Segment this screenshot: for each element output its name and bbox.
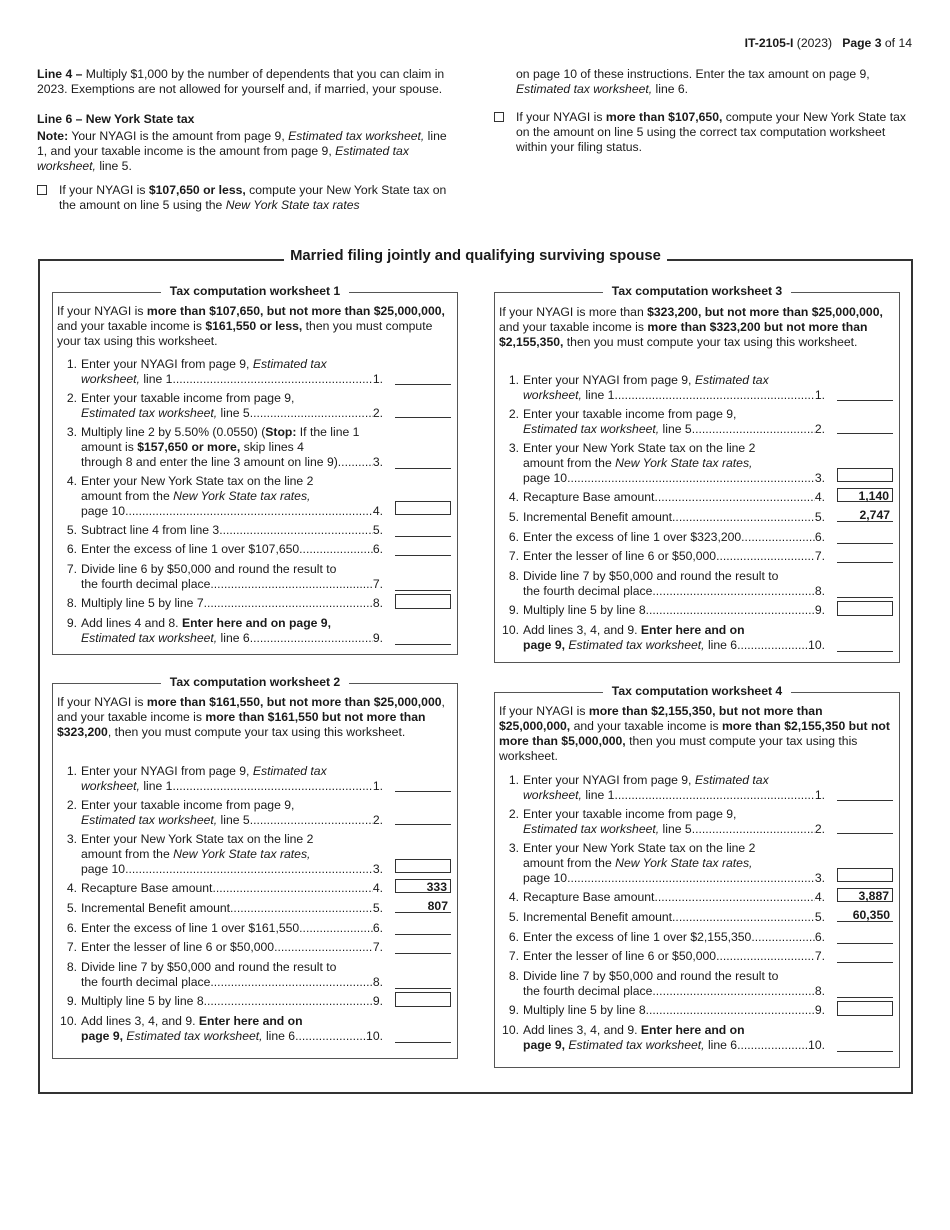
line-text: Enter your taxable income from page 9, Estimated tax worksheet, line 5 ..... 2.: [523, 407, 825, 437]
l2a: Enter your taxable income from page 9,: [81, 798, 295, 812]
l6: Enter the excess of line 1 over $161,550: [81, 921, 300, 935]
form-year: (2023): [796, 36, 833, 50]
worksheet-1: [52, 284, 458, 655]
l10c: page 9,: [523, 638, 565, 652]
line-8-amount-field[interactable]: [395, 975, 451, 989]
l4: Recapture Base amount: [81, 881, 213, 895]
l3d: page 10: [523, 871, 568, 885]
l1b: Estimated tax: [694, 773, 769, 787]
l1a: Enter your NYAGI from page 9,: [523, 773, 692, 787]
worksheet-intro: [53, 695, 457, 740]
line-3-amount-field[interactable]: [837, 868, 893, 882]
line-number: 2.: [508, 807, 519, 821]
line-number: 7.: [66, 940, 77, 954]
line-text: Enter your taxable income from page 9, Estimated tax worksheet, line 5 ..... 2.: [523, 807, 825, 837]
line-number: 1.: [66, 764, 77, 778]
l5: Incremental Benefit amount: [523, 910, 673, 924]
worksheet-3: [494, 284, 900, 663]
form-id: IT-2105-I: [744, 36, 794, 50]
i3: , and your taxable income is: [57, 695, 445, 724]
line-text: Add lines 3, 4, and 9. Enter here and on page 9, Estimated tax worksheet, line 6 ..... 10.: [523, 623, 825, 653]
worksheet-4: [494, 684, 900, 1068]
i2: more than $2,155,350, but not more than $25,000,000,: [499, 704, 823, 733]
l3c: New York State tax rates,: [173, 847, 311, 861]
line-number: 5.: [66, 901, 77, 915]
worksheet-title-text: Tax computation worksheet 2: [161, 675, 349, 689]
line-8-amount-field[interactable]: [837, 984, 893, 998]
l1c: worksheet,: [523, 388, 582, 402]
i4: more than $2,155,350 but not more than $5,000,000,: [499, 719, 890, 748]
line-3-amount-field[interactable]: [837, 468, 893, 482]
checkbox-text: [59, 183, 447, 213]
i4: more than $161,550 but not more than $323,200: [57, 710, 426, 739]
l2a: Enter your taxable income from page 9,: [523, 407, 737, 421]
l3f: through 8 and enter the line 3 amount on line 9): [81, 455, 338, 469]
recapture-base-amount: 333: [395, 879, 451, 893]
frame-title: [40, 249, 911, 264]
line-10-amount-field[interactable]: [837, 638, 893, 652]
l3a: Multiply line 2 by 5.50% (0.0550) (: [81, 425, 266, 439]
l3c: New York State tax rates,: [615, 856, 753, 870]
l8b: the fourth decimal place: [81, 975, 211, 989]
line6-title-text: Line 6 – New York State tax: [37, 112, 195, 126]
line-number: 3.: [66, 425, 77, 439]
line-number: 6.: [66, 921, 77, 935]
line-number: 4.: [66, 474, 77, 488]
l10d: Estimated tax worksheet,: [568, 638, 705, 652]
line6-title: [37, 112, 447, 127]
l6: Enter the excess of line 1 over $2,155,350: [523, 930, 752, 944]
line-text: Divide line 7 by $50,000 and round the result to the fourth decimal place ..... 8.: [523, 969, 825, 999]
line-2-amount-field[interactable]: [837, 820, 893, 834]
line-text: Add lines 3, 4, and 9. Enter here and on page 9, Estimated tax worksheet, line 6 ..... 10.: [523, 1023, 825, 1053]
line-number: 2.: [66, 391, 77, 405]
note-d: Estimated tax worksheet,: [37, 144, 409, 173]
l2c: line 5: [220, 406, 250, 420]
i4: $161,550 or less,: [205, 319, 303, 333]
l1d: line 1: [585, 388, 615, 402]
frame-title-text: Married filing jointly and qualifying surviving spouse: [284, 248, 667, 264]
line-number: 9.: [66, 616, 77, 630]
l7a: Divide line 6 by $50,000 and round the result to: [81, 562, 337, 576]
line-number: 3.: [508, 441, 519, 455]
l2c: line 5: [662, 422, 692, 436]
note-e: line 5.: [99, 159, 132, 173]
worksheet-intro: [53, 304, 457, 349]
line-number: 1.: [508, 773, 519, 787]
worksheet-title: [53, 284, 457, 299]
l10a: Add lines 3, 4, and 9.: [523, 1023, 638, 1037]
chk2-a: If your NYAGI is: [516, 110, 603, 124]
l3b: amount from the: [523, 856, 612, 870]
i1: If your NYAGI is: [57, 695, 144, 709]
line-number: 8.: [66, 960, 77, 974]
line-10-amount-field[interactable]: [837, 1038, 893, 1052]
l3c: New York State tax rates,: [615, 456, 753, 470]
line-number: 5.: [508, 910, 519, 924]
worksheet-title: [53, 675, 457, 690]
l4: Recapture Base amount: [523, 490, 655, 504]
line-text: Enter your New York State tax on the line 2 amount from the New York State tax rates, page 10 ..... 3.: [81, 832, 383, 877]
line-text: Enter your taxable income from page 9, Estimated tax worksheet, line 5 ..... 2.: [81, 391, 383, 421]
line-text: Enter the excess of line 1 over $2,155,350 ..... 6.: [523, 930, 825, 945]
note-c: line 1, and your taxable income is the amount from page 9,: [37, 129, 447, 158]
l9c: Estimated tax worksheet,: [81, 631, 218, 645]
worksheet-2: [52, 675, 458, 1059]
line-text: Enter the excess of line 1 over $107,650 ..... 6.: [81, 542, 383, 557]
line-text: Enter your New York State tax on the line 2 amount from the New York State tax rates, page 10 ..... 4.: [81, 474, 383, 519]
line-text: Subtract line 4 from line 3 ..... 5.: [81, 523, 383, 538]
line-number: 4.: [66, 881, 77, 895]
line-number: 6.: [508, 530, 519, 544]
line-text: Enter the lesser of line 6 or $50,000 ..... 7.: [81, 940, 383, 955]
i4: more than $323,200 but not more than $2,155,350,: [499, 320, 868, 349]
line-number: 8.: [508, 969, 519, 983]
line-7-amount-field[interactable]: [837, 549, 893, 563]
i2: more than $107,650, but not more than $25,000,000,: [146, 304, 445, 318]
line-text: Multiply line 5 by line 8 ..... 9.: [81, 994, 383, 1009]
l1b: Estimated tax: [694, 373, 769, 387]
line-1-amount-field[interactable]: [837, 387, 893, 401]
line-number: 4.: [508, 890, 519, 904]
line-1-amount-field[interactable]: [837, 787, 893, 801]
l10d: Estimated tax worksheet,: [126, 1029, 263, 1043]
chk1-d: New York State tax rates: [225, 198, 360, 212]
line-2-amount-field[interactable]: [395, 811, 451, 825]
line-number: 8.: [66, 596, 77, 610]
l3c: If the line 1 amount is: [81, 425, 360, 454]
l7: Enter the lesser of line 6 or $50,000: [523, 549, 717, 563]
l1d: line 1: [143, 779, 173, 793]
line-2-amount-field[interactable]: [395, 404, 451, 418]
l10a: Add lines 3, 4, and 9.: [81, 1014, 196, 1028]
i5: , then you must compute your tax using this worksheet.: [107, 725, 406, 739]
l1c: worksheet,: [81, 779, 140, 793]
line-number: 9.: [66, 994, 77, 1008]
line-text: Recapture Base amount ..... 4.: [523, 490, 825, 505]
l3d: page 10: [81, 862, 126, 876]
worksheet-title: [495, 684, 899, 699]
l1b: Estimated tax: [252, 764, 327, 778]
i3: and your taxable income is: [573, 719, 719, 733]
l9: Multiply line 5 by line 8: [81, 994, 204, 1008]
l2b: Estimated tax worksheet,: [81, 813, 218, 827]
l1a: Enter your NYAGI from page 9,: [81, 764, 250, 778]
line-4-amount-field[interactable]: [395, 501, 451, 515]
l8a: Divide line 7 by $50,000 and round the result to: [523, 969, 779, 983]
line-7-amount-field[interactable]: [837, 949, 893, 963]
l2c: line 5: [220, 813, 250, 827]
l10e: line 6: [707, 1038, 738, 1052]
l9b: Enter here and on page 9,: [181, 616, 331, 630]
line-text: Divide line 7 by $50,000 and round the result to the fourth decimal place ..... 8.: [81, 960, 383, 990]
line-9-amount-field[interactable]: [395, 992, 451, 1007]
l10e: line 6: [265, 1029, 296, 1043]
line-number: 6.: [508, 930, 519, 944]
chk1-c: compute your New York State tax on the amount on line 5 using the: [59, 183, 447, 212]
line-number: 9.: [508, 1003, 519, 1017]
worksheet-title: [495, 284, 899, 299]
line-text: Multiply line 2 by 5.50% (0.0550) (Stop: If the line 1 amount is $157,650 or more, skip lines 4 through 8 and enter the line 3 amount on line 9) ..... 3.: [81, 425, 383, 470]
l3b: amount from the: [81, 847, 170, 861]
line-number: 3.: [66, 832, 77, 846]
l9: Multiply line 5 by line 8: [523, 603, 646, 617]
line-7-amount-field[interactable]: [395, 577, 451, 591]
line-text: Enter your taxable income from page 9, Estimated tax worksheet, line 5 ..... 2.: [81, 798, 383, 828]
line-text: Enter your NYAGI from page 9, Estimated tax worksheet, line 1 ..... 1.: [81, 764, 383, 794]
l7b: the fourth decimal place: [81, 577, 211, 591]
i1: If your NYAGI is more than: [499, 305, 644, 319]
i3: and your taxable income is: [57, 319, 202, 333]
l9a: Add lines 4 and 8.: [81, 616, 179, 630]
line-text: Enter your New York State tax on the line 2 amount from the New York State tax rates, page 10 ..... 3.: [523, 441, 825, 486]
line-6-amount-field[interactable]: [395, 542, 451, 556]
note-b: Estimated tax worksheet,: [288, 129, 425, 143]
note-a: Your NYAGI is the amount from page 9,: [71, 129, 285, 143]
line-number: 1.: [66, 357, 77, 371]
line-text: Enter the excess of line 1 over $161,550 ..... 6.: [81, 921, 383, 936]
l1a: Enter your NYAGI from page 9,: [81, 357, 250, 371]
i1: If your NYAGI is: [57, 304, 144, 318]
l3d: $157,650 or more,: [137, 440, 241, 454]
line-number: 10.: [502, 623, 519, 637]
line-text: Divide line 7 by $50,000 and round the result to the fourth decimal place ..... 8.: [523, 569, 825, 599]
checkbox-row-107650-or-less: [37, 183, 447, 213]
line-number: 7.: [508, 949, 519, 963]
l4: Recapture Base amount: [523, 890, 655, 904]
line-text: Incremental Benefit amount ..... 5.: [523, 910, 825, 925]
line-text: Enter your New York State tax on the line 2 amount from the New York State tax rates, page 10 ..... 3.: [523, 841, 825, 886]
l10c: page 9,: [81, 1029, 123, 1043]
i2: $323,200, but not more than $25,000,000,: [647, 305, 883, 319]
line-number: 6.: [66, 542, 77, 556]
l2c: line 5: [662, 822, 692, 836]
l2a: Enter your taxable income from page 9,: [523, 807, 737, 821]
line-text: Multiply line 5 by line 8 ..... 9.: [523, 603, 825, 618]
worksheet-intro: [495, 305, 899, 350]
worksheet-intro: [495, 704, 899, 764]
incremental-benefit-amount: 807: [395, 899, 451, 913]
recapture-base-amount: 1,140: [837, 488, 893, 502]
line-7-amount-field[interactable]: [395, 940, 451, 954]
l8: Multiply line 5 by line 7: [81, 596, 204, 610]
line-text: Enter your NYAGI from page 9, Estimated tax worksheet, line 1 ..... 1.: [523, 373, 825, 403]
line-text: Recapture Base amount ..... 4.: [523, 890, 825, 905]
l3b: Stop:: [265, 425, 297, 439]
cont-c: line 6.: [655, 82, 689, 96]
line-8-amount-field[interactable]: [395, 594, 451, 609]
i1: If your NYAGI is: [499, 704, 586, 718]
line-text: Enter the lesser of line 6 or $50,000 ..... 7.: [523, 549, 825, 564]
l1b: Estimated tax: [252, 357, 327, 371]
l1c: worksheet,: [81, 372, 140, 386]
line-number: 4.: [508, 490, 519, 504]
line-text: Add lines 4 and 8. Enter here and on page 9, Estimated tax worksheet, line 6 ..... 9.: [81, 616, 383, 646]
chk2-c: compute your New York State tax on the amount on line 5 using the correct tax computation worksheet within your filing status.: [516, 110, 906, 154]
line-text: Recapture Base amount ..... 4.: [81, 881, 383, 896]
l4d: page 10: [81, 504, 126, 518]
line4-paragraph: [37, 67, 447, 97]
recapture-base-amount: 3,887: [837, 888, 893, 902]
note-label: Note:: [37, 129, 69, 143]
l8b: the fourth decimal place: [523, 984, 653, 998]
filing-status-frame: [38, 248, 913, 1094]
page-of: of 14: [884, 36, 912, 50]
line-5-amount-field[interactable]: [395, 523, 451, 537]
l2b: Estimated tax worksheet,: [523, 422, 660, 436]
l8a: Divide line 7 by $50,000 and round the result to: [523, 569, 779, 583]
chk2-b: more than $107,650,: [605, 110, 723, 124]
line-number: 2.: [508, 407, 519, 421]
l10a: Add lines 3, 4, and 9.: [523, 623, 638, 637]
l1a: Enter your NYAGI from page 9,: [523, 373, 692, 387]
line-text: Multiply line 5 by line 7 ..... 8.: [81, 596, 383, 611]
line-text: Incremental Benefit amount ..... 5.: [523, 510, 825, 525]
worksheet-title-text: Tax computation worksheet 4: [603, 684, 791, 698]
l8b: the fourth decimal place: [523, 584, 653, 598]
l2a: Enter your taxable income from page 9,: [81, 391, 295, 405]
right-column: [494, 67, 912, 155]
line-3-amount-field[interactable]: [395, 455, 451, 469]
line-6-amount-field[interactable]: [395, 921, 451, 935]
l1c: worksheet,: [523, 788, 582, 802]
line-number: 10.: [502, 1023, 519, 1037]
l3d: page 10: [523, 471, 568, 485]
l8a: Divide line 7 by $50,000 and round the result to: [81, 960, 337, 974]
line-text: Add lines 3, 4, and 9. Enter here and on page 9, Estimated tax worksheet, line 6 ..... 10.: [81, 1014, 383, 1044]
l4b: amount from the: [81, 489, 170, 503]
line-number: 5.: [508, 510, 519, 524]
line-text: Enter your NYAGI from page 9, Estimated tax worksheet, line 1 ..... 1.: [81, 357, 383, 387]
l5: Subtract line 4 from line 3: [81, 523, 220, 537]
line-10-amount-field[interactable]: [395, 1029, 451, 1043]
left-column: [37, 67, 447, 213]
line-text: Enter the lesser of line 6 or $50,000 ..... 7.: [523, 949, 825, 964]
line-text: Incremental Benefit amount ..... 5.: [81, 901, 383, 916]
checkbox[interactable]: [494, 112, 504, 122]
l3a: Enter your New York State tax on the line 2: [523, 841, 756, 855]
line-9-amount-field[interactable]: [395, 631, 451, 645]
line-text: Enter your NYAGI from page 9, Estimated tax worksheet, line 1 ..... 1.: [523, 773, 825, 803]
cont-a: on page 10 of these instructions. Enter the tax amount on page 9,: [516, 67, 870, 81]
line4-title: Line 4 –: [37, 67, 83, 81]
chk1-b: $107,650 or less,: [148, 183, 246, 197]
line-2-amount-field[interactable]: [837, 420, 893, 434]
l5: Incremental Benefit amount: [523, 510, 673, 524]
line-1-amount-field[interactable]: [395, 778, 451, 792]
page-header: [745, 36, 912, 51]
l10c: page 9,: [523, 1038, 565, 1052]
note-paragraph: [37, 129, 447, 174]
line-number: 1.: [508, 373, 519, 387]
line-number: 5.: [66, 523, 77, 537]
checkbox-row-more-than-107650: [494, 110, 912, 155]
continued-text: [494, 67, 912, 97]
line-number: 7.: [508, 549, 519, 563]
line-9-amount-field[interactable]: [837, 1001, 893, 1016]
l10b: Enter here and on: [198, 1014, 303, 1028]
checkbox[interactable]: [37, 185, 47, 195]
l3a: Enter your New York State tax on the line 2: [81, 832, 314, 846]
line-number: 8.: [508, 569, 519, 583]
l3e: skip lines 4: [243, 440, 304, 454]
incremental-benefit-amount: 60,350: [837, 908, 893, 922]
line-text: Multiply line 5 by line 8 ..... 9.: [523, 1003, 825, 1018]
l2b: Estimated tax worksheet,: [523, 822, 660, 836]
l3a: Enter your New York State tax on the line 2: [523, 441, 756, 455]
i5: then you must compute your tax using this worksheet.: [57, 319, 433, 348]
line-6-amount-field[interactable]: [837, 530, 893, 544]
chk1-a: If your NYAGI is: [59, 183, 146, 197]
checkbox-text: [516, 110, 912, 155]
i5: then you must compute your tax using this worksheet.: [499, 734, 858, 763]
incremental-benefit-amount: 2,747: [837, 508, 893, 522]
line-number: 10.: [60, 1014, 77, 1028]
cont-b: Estimated tax worksheet,: [516, 82, 653, 96]
l6: Enter the excess of line 1 over $107,650: [81, 542, 300, 556]
line-number: 9.: [508, 603, 519, 617]
l6: Enter the excess of line 1 over $323,200: [523, 530, 742, 544]
i2: more than $161,550, but not more than $25,000,000: [146, 695, 442, 709]
l1d: line 1: [585, 788, 615, 802]
line-text: Enter the excess of line 1 over $323,200 ..... 6.: [523, 530, 825, 545]
l2b: Estimated tax worksheet,: [81, 406, 218, 420]
l5: Incremental Benefit amount: [81, 901, 231, 915]
l4a: Enter your New York State tax on the line 2: [81, 474, 314, 488]
l9d: line 6: [220, 631, 250, 645]
l1d: line 1: [143, 372, 173, 386]
l10e: line 6: [707, 638, 738, 652]
l7: Enter the lesser of line 6 or $50,000: [523, 949, 717, 963]
line-9-amount-field[interactable]: [837, 601, 893, 616]
l10b: Enter here and on: [640, 623, 745, 637]
line-1-amount-field[interactable]: [395, 371, 451, 385]
l10b: Enter here and on: [640, 1023, 745, 1037]
l7: Enter the lesser of line 6 or $50,000: [81, 940, 275, 954]
i5: then you must compute your tax using this worksheet.: [566, 335, 858, 349]
worksheet-title-text: Tax computation worksheet 3: [603, 284, 791, 298]
line4-text: Multiply $1,000 by the number of dependents that you can claim in 2023. Exemptions are not allowed for yourself and, if married, your spouse.: [37, 67, 445, 96]
line-6-amount-field[interactable]: [837, 930, 893, 944]
l4c: New York State tax rates,: [173, 489, 311, 503]
line-8-amount-field[interactable]: [837, 584, 893, 598]
line-text: Divide line 6 by $50,000 and round the result to the fourth decimal place ..... 7.: [81, 562, 383, 592]
line-number: 3.: [508, 841, 519, 855]
l10d: Estimated tax worksheet,: [568, 1038, 705, 1052]
l3b: amount from the: [523, 456, 612, 470]
l9: Multiply line 5 by line 8: [523, 1003, 646, 1017]
line-number: 2.: [66, 798, 77, 812]
worksheet-title-text: Tax computation worksheet 1: [161, 284, 349, 298]
line-3-amount-field[interactable]: [395, 859, 451, 873]
page-label: Page 3: [842, 36, 882, 50]
line-number: 7.: [66, 562, 77, 576]
i3: and your taxable income is: [499, 320, 644, 334]
